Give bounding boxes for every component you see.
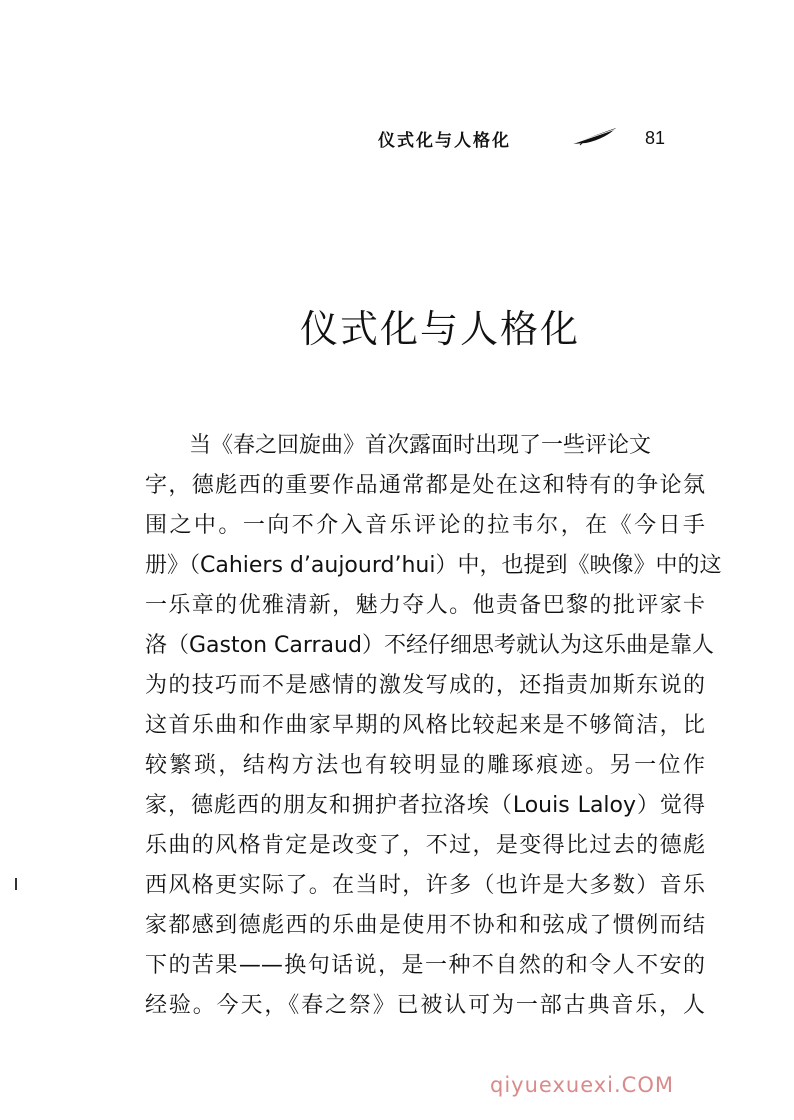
text-line: 这首乐曲和作曲家早期的风格比较起来是不够简洁，比: [145, 713, 705, 738]
text-line: 乐曲的风格肯定是改变了，不过，是变得比过去的德彪: [145, 833, 705, 858]
text-line: 较繁琐，结构方法也有较明显的雕琢痕迹。另一位作: [145, 753, 705, 778]
site-watermark: qiyuexuexi.COM: [490, 1073, 674, 1097]
text-line: 家，德彪西的朋友和拥护者拉洛埃（Louis Laloy）觉得: [145, 793, 705, 818]
text-line: 经验。今天，《春之祭》已被认可为一部古典音乐，人: [145, 993, 705, 1018]
margin-mark: [15, 878, 17, 890]
page-number: 81: [645, 128, 666, 148]
quill-pen-icon: [570, 126, 620, 148]
body-paragraph: [145, 426, 722, 1026]
text-line: 围之中。一向不介入音乐评论的拉韦尔，在《今日手: [145, 513, 705, 538]
text-line: 下的苦果——换句话说，是一种不自然的和令人不安的: [145, 953, 705, 978]
text-line: 一乐章的优雅清新，魅力夺人。他责备巴黎的批评家卡: [145, 593, 705, 618]
running-header-title: 仪式化与人格化: [378, 131, 511, 151]
text-line: 当《春之回旋曲》首次露面时出现了一些评论文: [145, 433, 652, 458]
text-line: 字，德彪西的重要作品通常都是处在这和特有的争论氛: [145, 473, 705, 498]
text-line: 洛（Gaston Carraud）不经仔细思考就认为这乐曲是靠人: [145, 633, 714, 658]
text-line: 家都感到德彪西的乐曲是使用不协和和弦成了惯例而结: [145, 913, 705, 938]
text-line: 为的技巧而不是感情的激发写成的，还指责加斯东说的: [145, 673, 705, 698]
text-line: 西风格更实际了。在当时，许多（也许是大多数）音乐: [145, 873, 705, 898]
text-line: 册》（Cahiers d’aujourd’hui）中，也提到《映像》中的这: [145, 553, 722, 578]
chapter-title: 仪式化与人格化: [300, 307, 581, 351]
